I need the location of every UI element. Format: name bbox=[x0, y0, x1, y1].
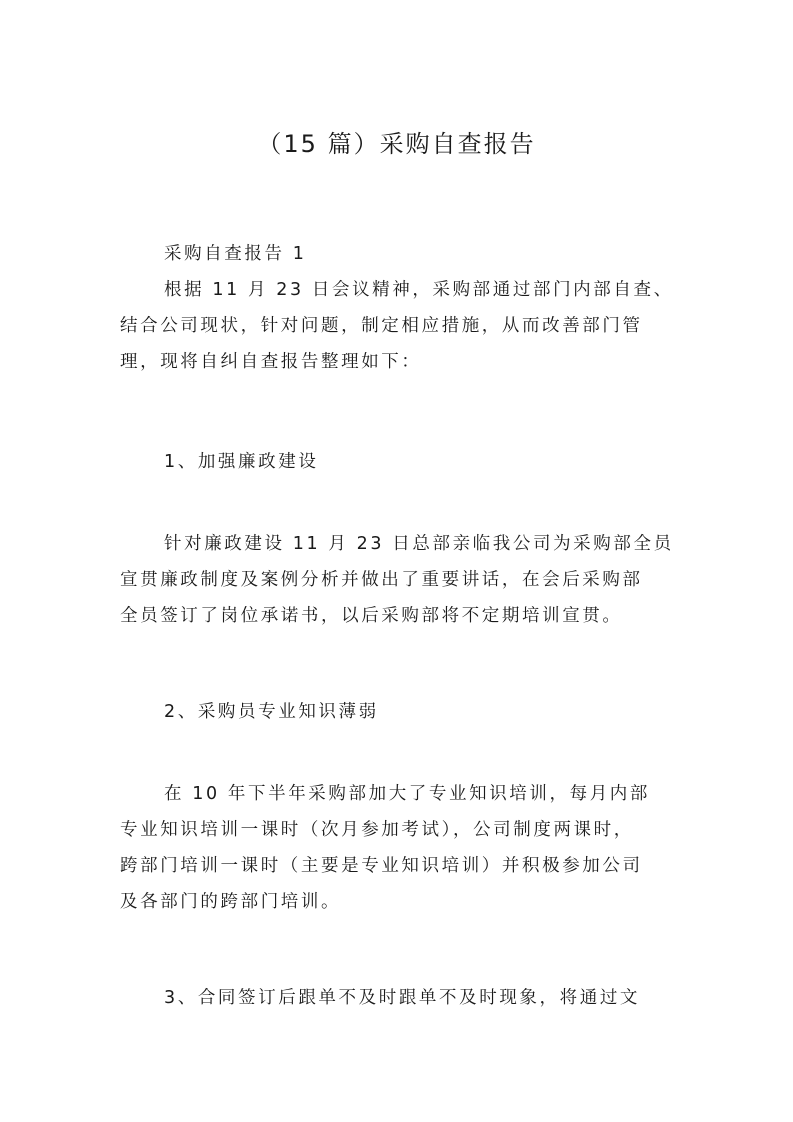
item2-line-1: 在 10 年下半年采购部加大了专业知识培训，每月内部 bbox=[164, 784, 650, 804]
intro-line-1: 根据 11 月 23 日会议精神，采购部通过部门内部自查、 bbox=[164, 280, 674, 300]
item2-line-3: 跨部门培训一课时（主要是专业知识培训）并积极参加公司 bbox=[120, 856, 643, 876]
intro-line-3: 理，现将自纠自查报告整理如下： bbox=[120, 352, 422, 372]
intro-paragraph bbox=[120, 272, 675, 380]
intro-line-2: 结合公司现状，针对问题，制定相应措施，从而改善部门管 bbox=[120, 316, 643, 336]
item1-line-1: 针对廉政建设 11 月 23 日总部亲临我公司为采购部全员 bbox=[164, 534, 674, 554]
item2-paragraph bbox=[120, 776, 675, 920]
section-heading: 采购自查报告 1 bbox=[164, 244, 307, 264]
item3-line-1: 3、合同签订后跟单不及时跟单不及时现象，将通过文 bbox=[164, 988, 641, 1008]
item1-heading: 1、加强廉政建设 bbox=[164, 452, 319, 472]
item1-line-2: 宣贯廉政制度及案例分析并做出了重要讲话，在会后采购部 bbox=[120, 570, 643, 590]
document-title: （15 篇）采购自查报告 bbox=[257, 130, 536, 158]
item1-line-3: 全员签订了岗位承诺书，以后采购部将不定期培训宣贯。 bbox=[120, 606, 623, 626]
item2-line-2: 专业知识培训一课时（次月参加考试），公司制度两课时， bbox=[120, 820, 634, 840]
item3-paragraph bbox=[120, 980, 675, 1016]
item2-heading: 2、采购员专业知识薄弱 bbox=[164, 702, 379, 722]
item1-paragraph bbox=[120, 526, 675, 634]
item2-line-4: 及各部门的跨部门培训。 bbox=[120, 892, 342, 912]
